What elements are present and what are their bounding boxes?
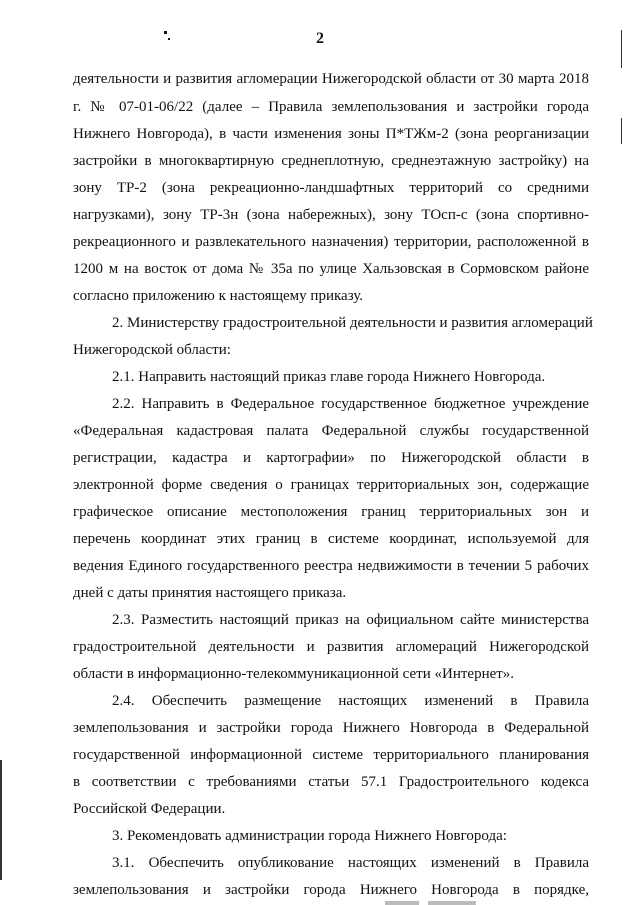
body-line: 2.4. Обеспечить размещение настоящих изменений в Правила (112, 693, 589, 709)
body-line: в соответствии с требованиями статьи 57.1 Градостроительного кодекса (73, 774, 589, 790)
body-line: Российской Федерации. (73, 801, 226, 817)
body-line: государственной информационной системе территориального планирования (73, 747, 589, 763)
body-line: 1200 м на восток от дома № 35а по улице Хальзовская в Сормовском районе (73, 261, 589, 277)
body-line: регистрации, кадастра и картографии» по Нижегородской области в (73, 450, 589, 466)
scan-edge-line (0, 760, 2, 880)
body-line: градостроительной деятельности и развития агломераций Нижегородской (73, 639, 589, 655)
body-line: 2. Министерству градостроительной деятельности и развития агломераций (112, 315, 593, 331)
body-line: 3. Рекомендовать администрации города Нижнего Новгорода: (112, 828, 507, 844)
scan-edge-line (621, 118, 622, 144)
body-line: застройки в многоквартирную среднеплотную, среднеэтажную застройку) на (73, 153, 589, 169)
body-line: землепользования и застройки города Нижнего Новгорода в Федеральной (73, 720, 589, 736)
body-line: деятельности и развития агломерации Нижегородской области от 30 марта 2018 (73, 71, 589, 87)
body-line: графическое описание местоположения границ территориальных зон и (73, 504, 589, 520)
body-line: перечень координат этих границ в системе координат, используемой для (73, 531, 589, 547)
body-line: ведения Единого государственного реестра недвижимости в течении 5 рабочих (73, 558, 589, 574)
body-line: согласно приложению к настоящему приказу. (73, 288, 364, 304)
body-line: Нижегородской области: (73, 342, 231, 358)
body-line: нагрузками), зону ТР-3н (зона набережных), зону ТОсп-с (зона спортивно- (73, 207, 589, 223)
body-line: 2.2. Направить в Федеральное государственное бюджетное учреждение (112, 396, 589, 412)
cut-off-text-fragment (428, 901, 476, 905)
body-line: Нижнего Новгорода), в части изменения зоны П*ТЖм-2 (зона реорганизации (73, 126, 589, 142)
body-line: г. № 07-01-06/22 (далее – Правила землепользования и застройки города (73, 99, 589, 115)
body-line: зону ТР-2 (зона рекреационно-ландшафтных территорий со средними (73, 180, 589, 196)
cut-off-text-fragment (385, 901, 419, 905)
page-number: 2 (316, 30, 324, 47)
body-line: 2.1. Направить настоящий приказ главе города Нижнего Новгорода. (112, 369, 546, 385)
body-line: «Федеральная кадастровая палата Федеральной службы государственной (73, 423, 589, 439)
body-line: электронной форме сведения о границах территориальных зон, содержащие (73, 477, 589, 493)
body-line: землепользования и застройки города Нижнего Новгорода в порядке, (73, 882, 589, 898)
body-line: 3.1. Обеспечить опубликование настоящих изменений в Правила (112, 855, 589, 871)
body-line: области в информационно-телекоммуникационной сети «Интернет». (73, 666, 515, 682)
body-line: 2.3. Разместить настоящий приказ на официальном сайте министерства (112, 612, 589, 628)
body-line: дней с даты принятия настоящего приказа. (73, 585, 347, 601)
scan-edge-line (621, 30, 622, 68)
body-line: рекреационного и развлекательного назначения) территории, расположенной в (73, 234, 589, 250)
